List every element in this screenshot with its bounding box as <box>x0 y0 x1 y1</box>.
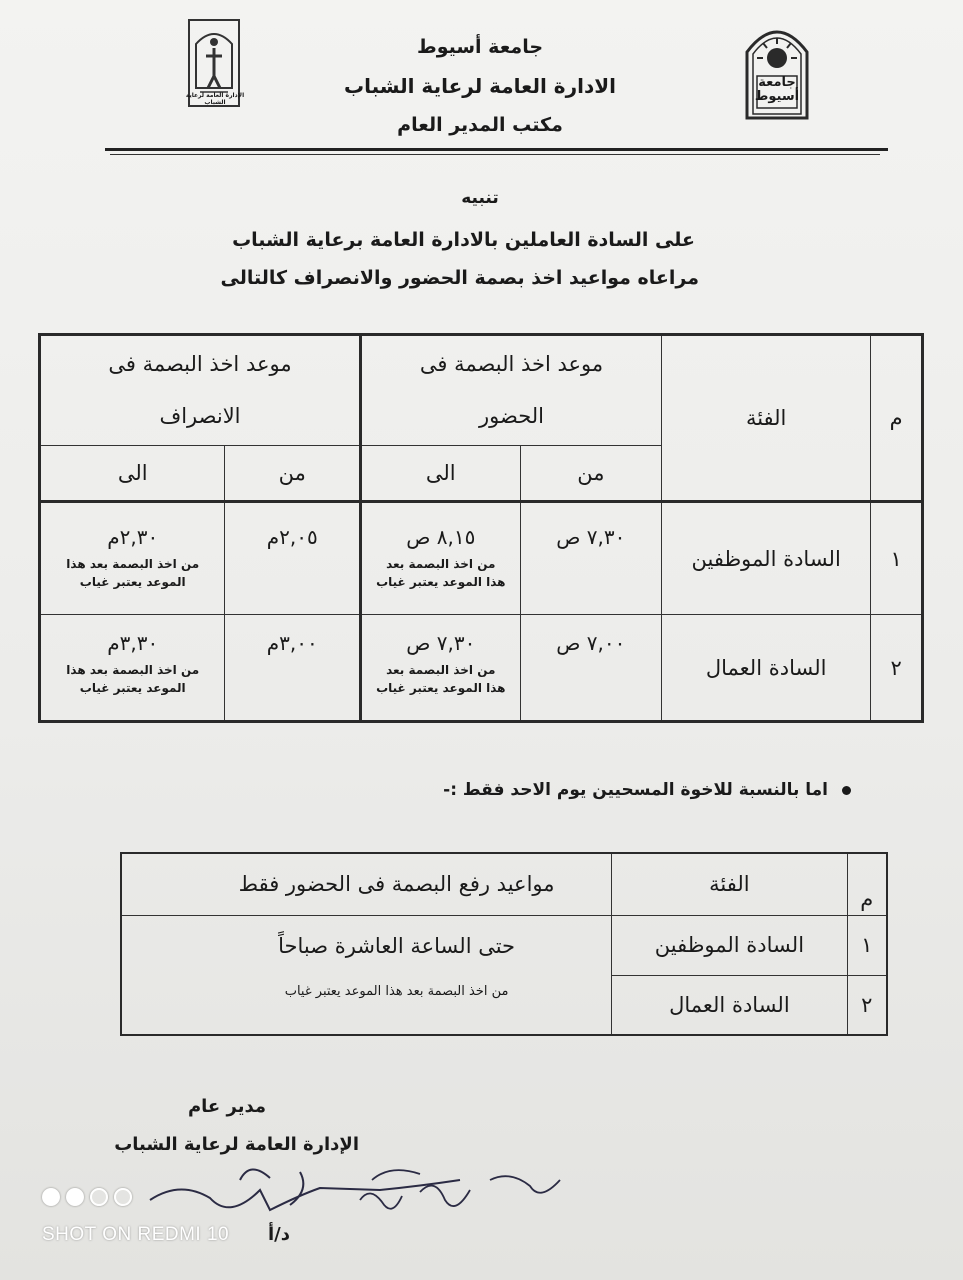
dep-to-time: ٣,٣٠م <box>107 631 159 656</box>
dep-to-cell <box>40 502 225 615</box>
sunday-schedule-table <box>120 852 888 1036</box>
col-header-category: الفئة <box>662 335 871 502</box>
col-header-times: مواعيد رفع البصمة فى الحضور فقط <box>121 853 612 915</box>
university-seal-logo <box>741 18 813 122</box>
col-header-num: م <box>847 853 887 915</box>
university-name: جامعة أسيوط <box>416 36 544 58</box>
row-category: السادة العمال <box>612 975 847 1035</box>
departure-from-label: من <box>225 445 361 501</box>
dot-outline-icon <box>114 1188 132 1206</box>
row-num: ١ <box>847 915 887 975</box>
row-num: ٢ <box>871 615 923 722</box>
att-from-time: ٧,٣٠ ص <box>556 525 626 550</box>
late-note: من اخذ البصمة بعد هذا الموعد يعتبر غياب <box>66 557 200 590</box>
camera-dots <box>42 1188 138 1210</box>
sunday-time-cell <box>121 915 612 1035</box>
late-note: من اخذ البصمة بعد هذا الموعد يعتبر غياب <box>66 663 200 696</box>
dep-from-cell <box>225 615 361 722</box>
departure-to-label: الى <box>40 445 225 501</box>
camera-watermark: SHOT ON REDMI 10 <box>42 1224 230 1245</box>
department-name: الادارة العامة لرعاية الشباب <box>343 74 616 98</box>
att-from-time: ٧,٠٠ ص <box>556 631 626 656</box>
notice-title: تنبيه <box>461 188 499 208</box>
attendance-to-label: الى <box>360 445 520 501</box>
bullet-text: اما بالنسبة للاخوة المسحيين يوم الاحد فقط :- <box>443 780 828 800</box>
row-num: ٢ <box>847 975 887 1035</box>
attendance-header: موعد اخذ البصمة فى الحضور <box>360 335 661 446</box>
notice-line-2: مراعاه مواعيد اخذ بصمة الحضور والانصراف كالتالى <box>220 267 699 289</box>
row-category: السادة الموظفين <box>612 915 847 975</box>
header-rule <box>105 148 888 151</box>
late-note: من اخذ البصمة بعد هذا الموعد يعتبر غياب <box>376 663 506 696</box>
left-logo-caption: الإدارة العامة لرعاية الشباب <box>185 92 245 106</box>
dep-from-time: ٣,٠٠م <box>266 631 318 656</box>
att-to-time: ٨,١٥ ص <box>406 525 476 550</box>
bullet-dot-icon <box>842 786 851 795</box>
christians-sunday-note <box>443 780 851 800</box>
dot-filled-icon <box>42 1188 60 1206</box>
row-num: ١ <box>871 502 923 615</box>
dep-to-cell <box>40 615 225 722</box>
departure-header: موعد اخذ البصمة فى الانصراف <box>40 335 361 446</box>
row-category: السادة الموظفين <box>662 502 871 615</box>
att-to-cell <box>360 615 520 722</box>
row-category: السادة العمال <box>662 615 871 722</box>
notice-line-1: على السادة العاملين بالادارة العامة برعاية الشباب <box>232 229 695 251</box>
signature-title: مدير عام <box>187 1096 266 1117</box>
dot-outline-icon <box>90 1188 108 1206</box>
dep-from-cell <box>225 502 361 615</box>
header-rule-thin <box>110 154 880 155</box>
dep-from-time: ٢,٠٥م <box>266 525 318 550</box>
sunday-time-value: حتى الساعة العاشرة صباحاً <box>278 933 516 958</box>
attendance-from-label: من <box>520 445 662 501</box>
fingerprint-schedule-table <box>38 333 924 723</box>
late-note: من اخذ البصمة بعد هذا الموعد يعتبر غياب <box>284 983 509 999</box>
table-row <box>121 915 887 975</box>
late-note: من اخذ البصمة بعد هذا الموعد يعتبر غياب <box>376 557 506 590</box>
right-logo-caption: جامعة أسيوط <box>754 75 800 104</box>
table-row <box>40 615 923 722</box>
signature-prefix: د/أ <box>268 1224 290 1245</box>
att-from-cell <box>520 502 662 615</box>
office-name: مكتب المدير العام <box>397 114 563 136</box>
col-header-num: م <box>871 335 923 502</box>
att-to-cell <box>360 502 520 615</box>
col-header-category: الفئة <box>612 853 847 915</box>
signature-department: الإدارة العامة لرعاية الشباب <box>114 1134 359 1155</box>
att-to-time: ٧,٣٠ ص <box>406 631 476 656</box>
dep-to-time: ٢,٣٠م <box>107 525 159 550</box>
dot-filled-icon <box>66 1188 84 1206</box>
table-row <box>40 502 923 615</box>
att-from-cell <box>520 615 662 722</box>
